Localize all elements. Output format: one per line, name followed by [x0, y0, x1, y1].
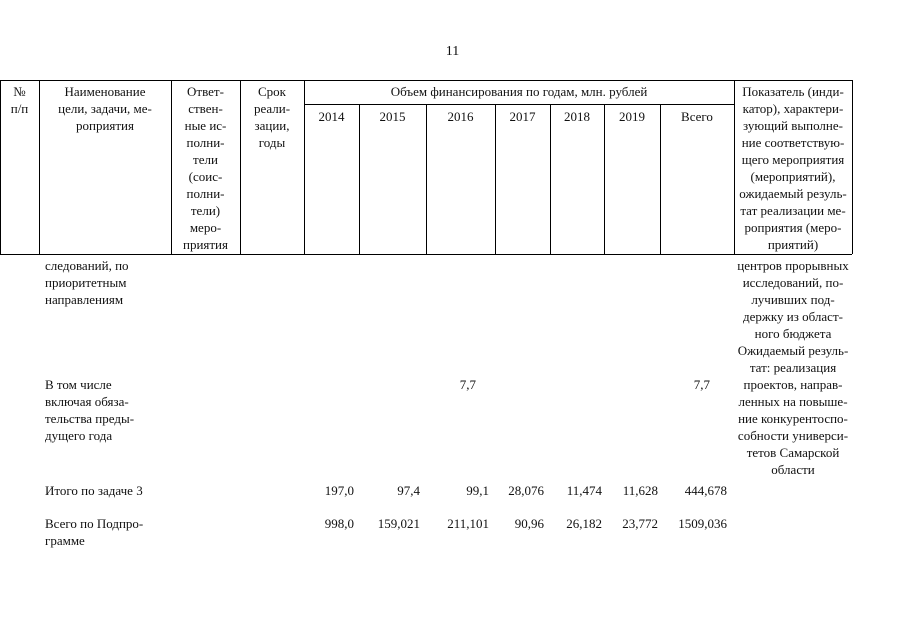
- header-finance: Объем финансирования по годам, млн. рублей: [390, 84, 648, 99]
- row-task3-2016: 99,1: [466, 483, 489, 498]
- row-subprogram-2016: 211,101: [447, 516, 489, 531]
- header-year-2014: 2014: [318, 109, 345, 124]
- row-subprogram-2015: 159,021: [377, 516, 420, 531]
- row-prev-obligations-2016: 7,7: [459, 377, 476, 392]
- row-subprogram-total-name: Всего по Подпро- грамме: [45, 516, 144, 548]
- row-continuation-indicator: центров прорывных исследований, по- лучивших под- держку из област- ного бюджета Ожидаемый резуль- тат: реализация проектов, направ- ленных на повыше- ние конкурентоспо- собности универси- тетов Самарской области: [737, 258, 849, 477]
- header-year-2015: 2015: [379, 109, 406, 124]
- row-subprogram-2019: 23,772: [622, 516, 658, 531]
- row-task3-total: 444,678: [684, 483, 727, 498]
- header-year-2019: 2019: [619, 109, 645, 124]
- header-name: Наименование цели, задачи, ме- роприятия: [58, 84, 152, 133]
- row-subprogram-2018: 26,182: [566, 516, 602, 531]
- header-indicator: Показатель (инди- катор), характери- зующий выполне- ние соответствую- щего мероприятия (мероприятий), ожидаемый резуль- тат реализации ме- роприятия (меро- приятий): [739, 84, 847, 252]
- header-term: Срок реали- зации, годы: [253, 84, 291, 150]
- row-task3-2018: 11,474: [566, 483, 602, 498]
- header-year-2017: 2017: [509, 109, 536, 124]
- page-number: 11: [445, 44, 460, 59]
- row-subprogram-2017: 90,96: [514, 516, 544, 531]
- header-total: Всего: [681, 109, 713, 124]
- header-responsible: Ответ- ствен- ные ис- полни- тели (соис- полни- тели) меро- приятия: [182, 84, 228, 252]
- row-task3-total-name: Итого по задаче 3: [45, 483, 143, 498]
- header-num: № п/п: [10, 84, 29, 116]
- row-prev-obligations-name: В том числе включая обяза- тельства преды- дущего года: [45, 377, 135, 443]
- row-continuation-name: следований, по приоритетным направлениям: [45, 258, 129, 307]
- row-prev-obligations-total: 7,7: [693, 377, 710, 392]
- row-task3-2019: 11,628: [622, 483, 658, 498]
- row-subprogram-total: 1509,036: [678, 516, 727, 531]
- row-subprogram-2014: 998,0: [324, 516, 354, 531]
- header-year-2016: 2016: [447, 109, 474, 124]
- row-task3-2017: 28,076: [508, 483, 544, 498]
- row-task3-2015: 97,4: [397, 483, 420, 498]
- row-task3-2014: 197,0: [324, 483, 354, 498]
- header-year-2018: 2018: [564, 109, 590, 124]
